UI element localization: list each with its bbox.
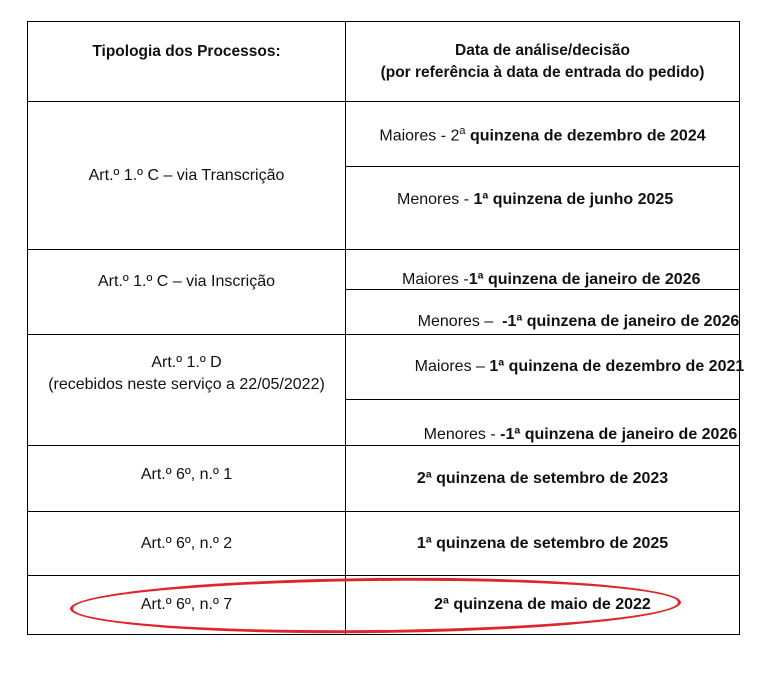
- date-entry-bold: quinzena de dezembro de 2024: [469, 127, 706, 145]
- date-value-text: 1ª quinzena de setembro de 2025: [416, 534, 669, 552]
- table-border-bottom: [27, 634, 740, 635]
- date-entry-prefix: Maiores -: [402, 271, 469, 288]
- header-process-type-label: Tipologia dos Processos:: [92, 43, 281, 60]
- date-entry-bold: 1ª quinzena de junho 2025: [473, 191, 674, 208]
- process-type-sublabel: (recebidos neste serviço a 22/05/2022): [48, 376, 325, 393]
- date-entry-text: [402, 269, 700, 291]
- process-type-label: Art.º 1.º D: [151, 354, 222, 371]
- date-value-text: 2ª quinzena de setembro de 2023: [416, 470, 669, 487]
- date-entry-text: [379, 120, 705, 147]
- date-entry-bold: -1ª quinzena de janeiro de 2026: [502, 313, 740, 330]
- date-entry-prefix: Maiores –: [414, 358, 490, 375]
- date-entry-bold: 1ª quinzena de janeiro de 2026: [468, 271, 701, 288]
- date-value: [346, 512, 739, 575]
- date-entry: [346, 308, 739, 336]
- date-entry-prefix: Menores -: [397, 191, 474, 208]
- date-entry-bold: -1ª quinzena de janeiro de 2026: [500, 426, 738, 443]
- date-entry-bold: 1ª quinzena de dezembro de 2021: [489, 358, 745, 375]
- date-entry: [346, 353, 745, 381]
- date-entry-prefix: Menores -: [423, 426, 501, 443]
- header-analysis-date-line1: Data de análise/decisão: [455, 42, 630, 59]
- process-type-label: Art.º 6º, n.º 2: [140, 534, 233, 552]
- date-entry-prefix: Maiores - 2: [379, 127, 460, 145]
- date-value: [346, 446, 739, 512]
- process-type-cell: [28, 446, 345, 504]
- date-value-text: 2ª quinzena de maio de 2022: [434, 596, 651, 613]
- date-entry: [346, 167, 739, 233]
- process-type-label: Art.º 6º, n.º 1: [140, 466, 233, 483]
- date-entry: [346, 421, 739, 449]
- header-analysis-date: [346, 38, 739, 86]
- date-entry-prefix: Menores –: [417, 313, 503, 330]
- process-type-label: Art.º 6º, n.º 7: [140, 596, 233, 613]
- date-entry-text: [397, 189, 673, 211]
- process-type-label: Art.º 1.º C – via Transcrição: [88, 166, 285, 184]
- date-entry-sup: a: [459, 125, 466, 138]
- process-type-cell: [28, 250, 345, 314]
- process-type-label: Art.º 1.º C – via Inscrição: [97, 273, 276, 290]
- process-type-cell: [28, 102, 345, 249]
- header-process-type: [28, 22, 345, 82]
- date-entry-text: [388, 334, 744, 400]
- date-entry: [346, 102, 739, 166]
- process-type-cell: [28, 512, 345, 575]
- header-analysis-date-line2: (por referência à data de entrada do pedido): [380, 64, 705, 81]
- process-type-cell: [28, 350, 345, 398]
